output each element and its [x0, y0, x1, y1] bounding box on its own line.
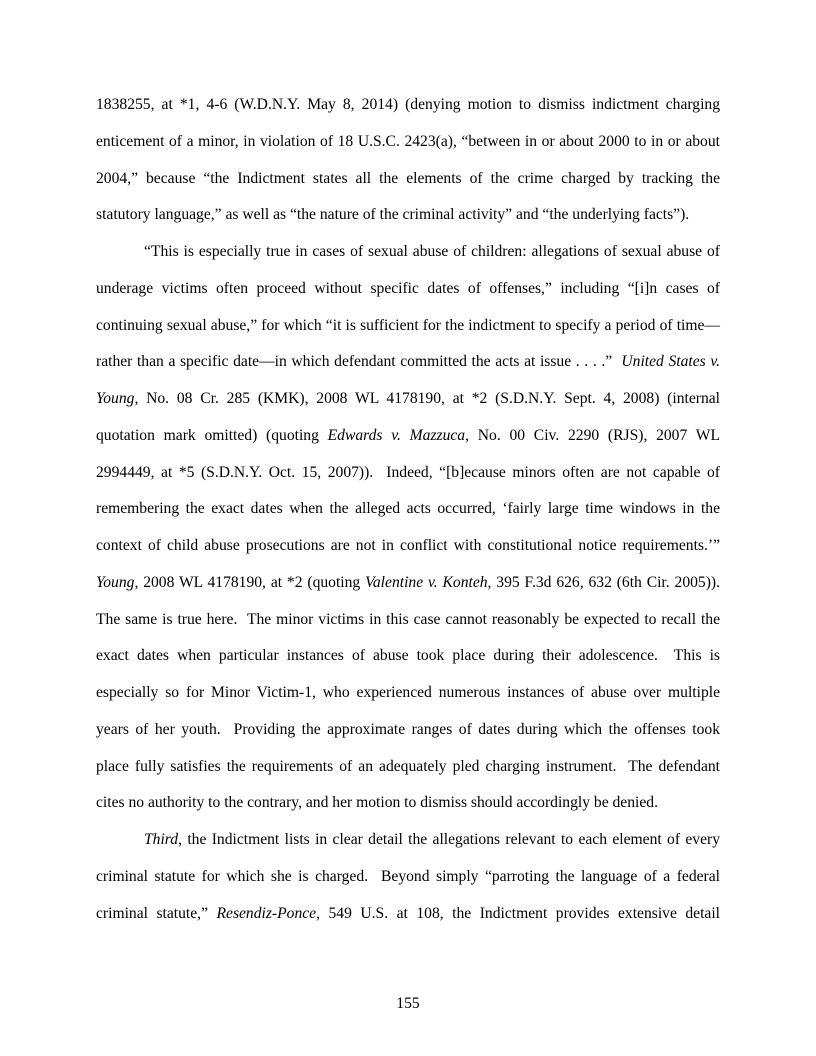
text-segment: years of her youth. Providing the approximate ranges of dates during which the offenses took	[96, 720, 720, 738]
text-line	[96, 712, 720, 749]
text-line	[96, 308, 720, 345]
text-segment: underage victims often proceed without specific dates of offenses,” including “[i]n cases of	[96, 279, 720, 297]
citation-italic-segment: Edwards v. Mazzuca	[327, 426, 466, 444]
text-line	[96, 197, 720, 234]
text-line	[96, 418, 720, 455]
text-segment: , 395 F.3d 626, 632 (6th Cir. 2005)).	[487, 573, 720, 591]
citation-italic-segment: Young	[96, 390, 135, 407]
text-line	[96, 528, 720, 565]
text-segment: exact dates when particular instances of abuse took place during their adolescence. This is	[96, 647, 720, 665]
text-segment: cites no authority to the contrary, and her motion to dismiss should accordingly be denied.	[96, 794, 658, 812]
text-segment: statutory language,” as well as “the nature of the criminal activity” and “the underlying facts”).	[96, 206, 690, 224]
text-segment: place fully satisfies the requirements of an adequately pled charging instrument. The defendant	[96, 757, 720, 775]
text-segment: rather than a specific date—in which defendant committed the acts at issue . . . .”	[96, 353, 622, 371]
text-line	[96, 859, 720, 896]
text-segment: , 549 U.S. at 108, the Indictment provides extensive detail	[316, 904, 721, 922]
text-line	[96, 785, 720, 822]
citation-italic-segment: Young	[96, 573, 135, 591]
text-segment: remembering the exact dates when the alleged acts occurred, ‘fairly large time windows in the	[96, 500, 720, 518]
text-line	[96, 822, 720, 859]
text-segment: 2994449, at *5 (S.D.N.Y. Oct. 15, 2007)). Indeed, “[b]ecause minors often are not capable of	[96, 463, 720, 481]
text-segment: , the Indictment lists in clear detail the allegations relevant to each element of every	[178, 831, 720, 848]
text-line	[96, 602, 720, 639]
text-segment: “This is especially true in cases of sexual abuse of children: allegations of sexual abuse of	[144, 243, 720, 260]
text-segment: quotation mark omitted) (quoting	[96, 426, 328, 444]
text-segment: criminal statute for which she is charged. Beyond simply “parroting the language of a federal	[96, 867, 720, 885]
text-line	[96, 271, 720, 308]
text-segment: especially so for Minor Victim-1, who experienced numerous instances of abuse over multiple	[96, 684, 720, 701]
text-line	[96, 161, 720, 198]
text-segment: 1838255, at *1, 4-6 (W.D.N.Y. May 8, 2014) (denying motion to dismiss indictment charging	[96, 96, 720, 113]
text-line	[96, 381, 720, 418]
text-segment: , 2008 WL 4178190, at *2 (quoting	[134, 573, 366, 591]
text-line	[96, 344, 720, 381]
text-line	[96, 87, 720, 124]
text-line	[96, 638, 720, 675]
text-line	[96, 749, 720, 786]
text-segment: criminal statute,”	[96, 904, 217, 922]
body-text	[96, 87, 720, 932]
citation-italic-segment: Third	[144, 831, 179, 848]
text-segment: The same is true here. The minor victims in this case cannot reasonably be expected to recall the	[96, 610, 720, 628]
citation-italic-segment: Resendiz-Ponce	[216, 904, 317, 922]
text-line	[96, 234, 720, 271]
text-line	[96, 565, 720, 602]
citation-italic-segment: Valentine v. Konteh	[365, 573, 488, 591]
text-line	[96, 896, 720, 933]
text-line	[96, 455, 720, 492]
text-segment: , No. 00 Civ. 2290 (RJS), 2007 WL	[465, 426, 720, 444]
page-number: 155	[396, 995, 420, 1012]
text-line	[96, 491, 720, 528]
citation-italic-segment: United States v.	[621, 353, 721, 371]
text-segment: enticement of a minor, in violation of 18 U.S.C. 2423(a), “between in or about 2000 to in or about	[96, 132, 720, 150]
text-line	[96, 124, 720, 161]
text-line	[96, 675, 720, 712]
text-segment: context of child abuse prosecutions are not in conflict with constitutional notice requirements.’”	[96, 537, 720, 554]
text-segment: , No. 08 Cr. 285 (KMK), 2008 WL 4178190, at *2 (S.D.N.Y. Sept. 4, 2008) (internal	[134, 390, 720, 407]
text-segment: continuing sexual abuse,” for which “it is sufficient for the indictment to specify a period of time—	[96, 316, 720, 334]
text-segment: 2004,” because “the Indictment states all the elements of the crime charged by tracking the	[96, 169, 720, 187]
